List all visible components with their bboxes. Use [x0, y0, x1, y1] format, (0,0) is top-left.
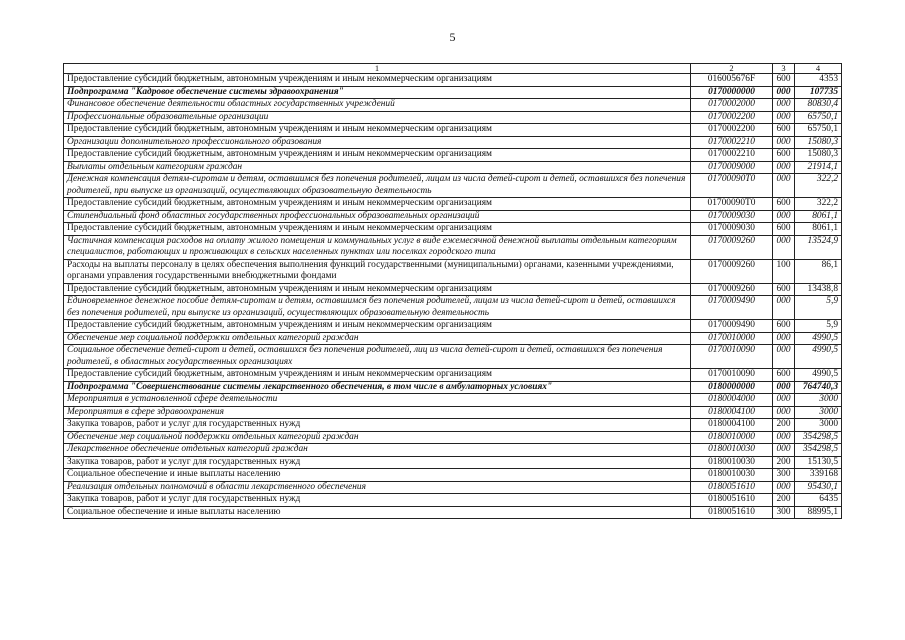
row-kind-cell: 000 [773, 332, 795, 345]
row-name-cell: Закупка товаров, работ и услуг для государственных нужд [64, 419, 691, 432]
row-code-cell: 0170002210 [691, 136, 773, 149]
row-name-cell: Предоставление субсидий бюджетным, автономным учреждениям и иным некоммерческим организациям [64, 223, 691, 236]
row-kind-cell: 000 [773, 174, 795, 198]
row-code-cell: 0180000000 [691, 381, 773, 394]
row-kind-cell: 000 [773, 161, 795, 174]
row-name-cell: Предоставление субсидий бюджетным, автономным учреждениям и иным некоммерческим организациям [64, 149, 691, 162]
row-code-cell: 01700090Т0 [691, 198, 773, 211]
row-sum-cell: 80830,4 [795, 99, 842, 112]
row-code-cell: 0180051610 [691, 481, 773, 494]
table-row [64, 283, 842, 296]
row-kind-cell: 600 [773, 369, 795, 382]
row-sum-cell: 5,9 [795, 320, 842, 333]
row-sum-cell: 88995,1 [795, 506, 842, 519]
row-kind-cell: 300 [773, 469, 795, 482]
row-sum-cell: 95430,1 [795, 481, 842, 494]
row-code-cell: 0170009260 [691, 259, 773, 283]
row-kind-cell: 000 [773, 431, 795, 444]
row-sum-cell: 3000 [795, 394, 842, 407]
row-kind-cell: 300 [773, 506, 795, 519]
row-kind-cell: 000 [773, 406, 795, 419]
table-row [64, 136, 842, 149]
row-code-cell: 0170009030 [691, 223, 773, 236]
table-row [64, 223, 842, 236]
row-code-cell: 0170009030 [691, 210, 773, 223]
table-row [64, 320, 842, 333]
row-code-cell: 0170002200 [691, 124, 773, 137]
header-col-kind: 3 [773, 64, 795, 74]
row-code-cell: 01700090Т0 [691, 174, 773, 198]
row-name-cell: Социальное обеспечение детей-сирот и детей, оставшихся без попечения родителей, лиц из числа детей-сирот и детей, оставшихся без попечения родителей, в областных государственных организациях [64, 345, 691, 369]
table-row [64, 332, 842, 345]
row-code-cell: 0170000000 [691, 86, 773, 99]
row-kind-cell: 600 [773, 283, 795, 296]
row-kind-cell: 600 [773, 320, 795, 333]
table-header-row [64, 64, 842, 74]
budget-table-body [64, 64, 842, 519]
row-code-cell: 0170002000 [691, 99, 773, 112]
row-name-cell: Профессиональные образовательные организации [64, 111, 691, 124]
row-name-cell: Закупка товаров, работ и услуг для государственных нужд [64, 456, 691, 469]
row-sum-cell: 15080,3 [795, 136, 842, 149]
row-sum-cell: 5,9 [795, 296, 842, 320]
row-name-cell: Обеспечение мер социальной поддержки отдельных категорий граждан [64, 431, 691, 444]
row-kind-cell: 600 [773, 149, 795, 162]
row-kind-cell: 000 [773, 99, 795, 112]
header-col-code: 2 [691, 64, 773, 74]
table-row [64, 406, 842, 419]
row-sum-cell: 21914,1 [795, 161, 842, 174]
table-row [64, 394, 842, 407]
row-kind-cell: 200 [773, 494, 795, 507]
table-row [64, 456, 842, 469]
row-code-cell: 016005676F [691, 74, 773, 87]
table-row [64, 259, 842, 283]
row-kind-cell: 000 [773, 381, 795, 394]
row-sum-cell: 4353 [795, 74, 842, 87]
table-row [64, 369, 842, 382]
row-code-cell: 0180010030 [691, 456, 773, 469]
row-name-cell: Мероприятия в сфере здравоохранения [64, 406, 691, 419]
table-row [64, 481, 842, 494]
table-row [64, 296, 842, 320]
row-code-cell: 0170009490 [691, 296, 773, 320]
row-name-cell: Денежная компенсация детям-сиротам и детям, оставшимся без попечения родителей, лицам из числа детей-сирот и детей, оставшихся без попечения родителей, при выпуске из организаций, осуществляющих образовательную деятельность [64, 174, 691, 198]
row-kind-cell: 100 [773, 259, 795, 283]
header-col-sum: 4 [795, 64, 842, 74]
table-row [64, 235, 842, 259]
row-sum-cell: 13524,9 [795, 235, 842, 259]
row-code-cell: 0170009490 [691, 320, 773, 333]
row-sum-cell: 354298,5 [795, 431, 842, 444]
row-name-cell: Предоставление субсидий бюджетным, автономным учреждениям и иным некоммерческим организациям [64, 74, 691, 87]
row-kind-cell: 600 [773, 124, 795, 137]
row-name-cell: Подпрограмма "Совершенствование системы лекарственного обеспечения, в том числе в амбулаторных условиях" [64, 381, 691, 394]
row-kind-cell: 000 [773, 111, 795, 124]
table-row [64, 149, 842, 162]
row-kind-cell: 000 [773, 210, 795, 223]
row-sum-cell: 13438,8 [795, 283, 842, 296]
row-name-cell: Расходы на выплаты персоналу в целях обеспечения выполнения функций государственными (муниципальными) органами, казенными учреждениями, органами управления государственными внебюджетными фондами [64, 259, 691, 283]
row-name-cell: Стипендиальный фонд областных государственных профессиональных образовательных организаций [64, 210, 691, 223]
row-sum-cell: 764740,3 [795, 381, 842, 394]
row-kind-cell: 000 [773, 394, 795, 407]
row-kind-cell: 000 [773, 481, 795, 494]
row-sum-cell: 65750,1 [795, 111, 842, 124]
row-name-cell: Социальное обеспечение и иные выплаты населению [64, 469, 691, 482]
row-sum-cell: 4990,5 [795, 345, 842, 369]
row-name-cell: Выплаты отдельным категориям граждан [64, 161, 691, 174]
table-row [64, 444, 842, 457]
row-name-cell: Подпрограмма "Кадровое обеспечение системы здравоохранения" [64, 86, 691, 99]
row-sum-cell: 6435 [795, 494, 842, 507]
row-kind-cell: 600 [773, 74, 795, 87]
row-code-cell: 0170002210 [691, 149, 773, 162]
row-name-cell: Финансовое обеспечение деятельности областных государственных учреждений [64, 99, 691, 112]
row-kind-cell: 200 [773, 419, 795, 432]
row-name-cell: Предоставление субсидий бюджетным, автономным учреждениям и иным некоммерческим организациям [64, 124, 691, 137]
table-row [64, 506, 842, 519]
table-row [64, 419, 842, 432]
row-name-cell: Предоставление субсидий бюджетным, автономным учреждениям и иным некоммерческим организациям [64, 198, 691, 211]
row-code-cell: 0180010000 [691, 431, 773, 444]
row-kind-cell: 200 [773, 456, 795, 469]
row-sum-cell: 107735 [795, 86, 842, 99]
row-code-cell: 0170010000 [691, 332, 773, 345]
row-sum-cell: 354298,5 [795, 444, 842, 457]
row-kind-cell: 000 [773, 86, 795, 99]
row-name-cell: Единовременное денежное пособие детям-сиротам и детям, оставшимся без попечения родителей, лицам из числа детей-сирот и детей, оставшихся без попечения родителей, при выпуске из организаций, осуществляющих образовательную деятельность [64, 296, 691, 320]
row-kind-cell: 000 [773, 235, 795, 259]
row-name-cell: Организации дополнительного профессионального образования [64, 136, 691, 149]
row-name-cell: Социальное обеспечение и иные выплаты населению [64, 506, 691, 519]
row-code-cell: 0170009260 [691, 235, 773, 259]
table-row [64, 494, 842, 507]
row-code-cell: 0180004100 [691, 406, 773, 419]
row-name-cell: Реализация отдельных полномочий в области лекарственного обеспечения [64, 481, 691, 494]
row-sum-cell: 86,1 [795, 259, 842, 283]
row-sum-cell: 8061,1 [795, 223, 842, 236]
row-code-cell: 0180051610 [691, 494, 773, 507]
row-sum-cell: 322,2 [795, 174, 842, 198]
row-kind-cell: 600 [773, 198, 795, 211]
table-row [64, 74, 842, 87]
row-sum-cell: 15130,5 [795, 456, 842, 469]
row-name-cell: Частичная компенсация расходов на оплату жилого помещения и коммунальных услуг в виде ежемесячной денежной выплаты отдельным категориям специалистов, работающих и проживающих в сельских населенных пунктах или поселках городского типа [64, 235, 691, 259]
row-kind-cell: 000 [773, 296, 795, 320]
row-code-cell: 0170009260 [691, 283, 773, 296]
row-code-cell: 0170009000 [691, 161, 773, 174]
row-name-cell: Предоставление субсидий бюджетным, автономным учреждениям и иным некоммерческим организациям [64, 283, 691, 296]
table-row [64, 469, 842, 482]
page-number: 5 [449, 30, 456, 44]
row-kind-cell: 000 [773, 136, 795, 149]
row-name-cell: Предоставление субсидий бюджетным, автономным учреждениям и иным некоммерческим организациям [64, 320, 691, 333]
row-sum-cell: 8061,1 [795, 210, 842, 223]
table-row [64, 161, 842, 174]
row-code-cell: 0180004000 [691, 394, 773, 407]
row-code-cell: 0170002200 [691, 111, 773, 124]
table-row [64, 431, 842, 444]
table-row [64, 99, 842, 112]
table-row [64, 111, 842, 124]
row-name-cell: Мероприятия в установленной сфере деятельности [64, 394, 691, 407]
row-sum-cell: 4990,5 [795, 369, 842, 382]
row-sum-cell: 4990,5 [795, 332, 842, 345]
row-name-cell: Лекарственное обеспечение отдельных категорий граждан [64, 444, 691, 457]
row-code-cell: 0180051610 [691, 506, 773, 519]
row-kind-cell: 600 [773, 223, 795, 236]
row-kind-cell: 000 [773, 444, 795, 457]
budget-table [63, 63, 842, 519]
row-name-cell: Предоставление субсидий бюджетным, автономным учреждениям и иным некоммерческим организациям [64, 369, 691, 382]
row-sum-cell: 339168 [795, 469, 842, 482]
table-row [64, 381, 842, 394]
table-row [64, 86, 842, 99]
row-sum-cell: 322,2 [795, 198, 842, 211]
row-code-cell: 0170010090 [691, 369, 773, 382]
row-sum-cell: 65750,1 [795, 124, 842, 137]
row-sum-cell: 3000 [795, 406, 842, 419]
table-row [64, 124, 842, 137]
row-code-cell: 0180004100 [691, 419, 773, 432]
row-kind-cell: 000 [773, 345, 795, 369]
row-sum-cell: 3000 [795, 419, 842, 432]
table-row [64, 345, 842, 369]
row-sum-cell: 15080,3 [795, 149, 842, 162]
table-row [64, 198, 842, 211]
row-code-cell: 0170010090 [691, 345, 773, 369]
row-code-cell: 0180010030 [691, 444, 773, 457]
row-name-cell: Обеспечение мер социальной поддержки отдельных категорий граждан [64, 332, 691, 345]
row-name-cell: Закупка товаров, работ и услуг для государственных нужд [64, 494, 691, 507]
table-row [64, 174, 842, 198]
table-row [64, 210, 842, 223]
header-col-name: 1 [64, 64, 691, 74]
row-code-cell: 0180010030 [691, 469, 773, 482]
